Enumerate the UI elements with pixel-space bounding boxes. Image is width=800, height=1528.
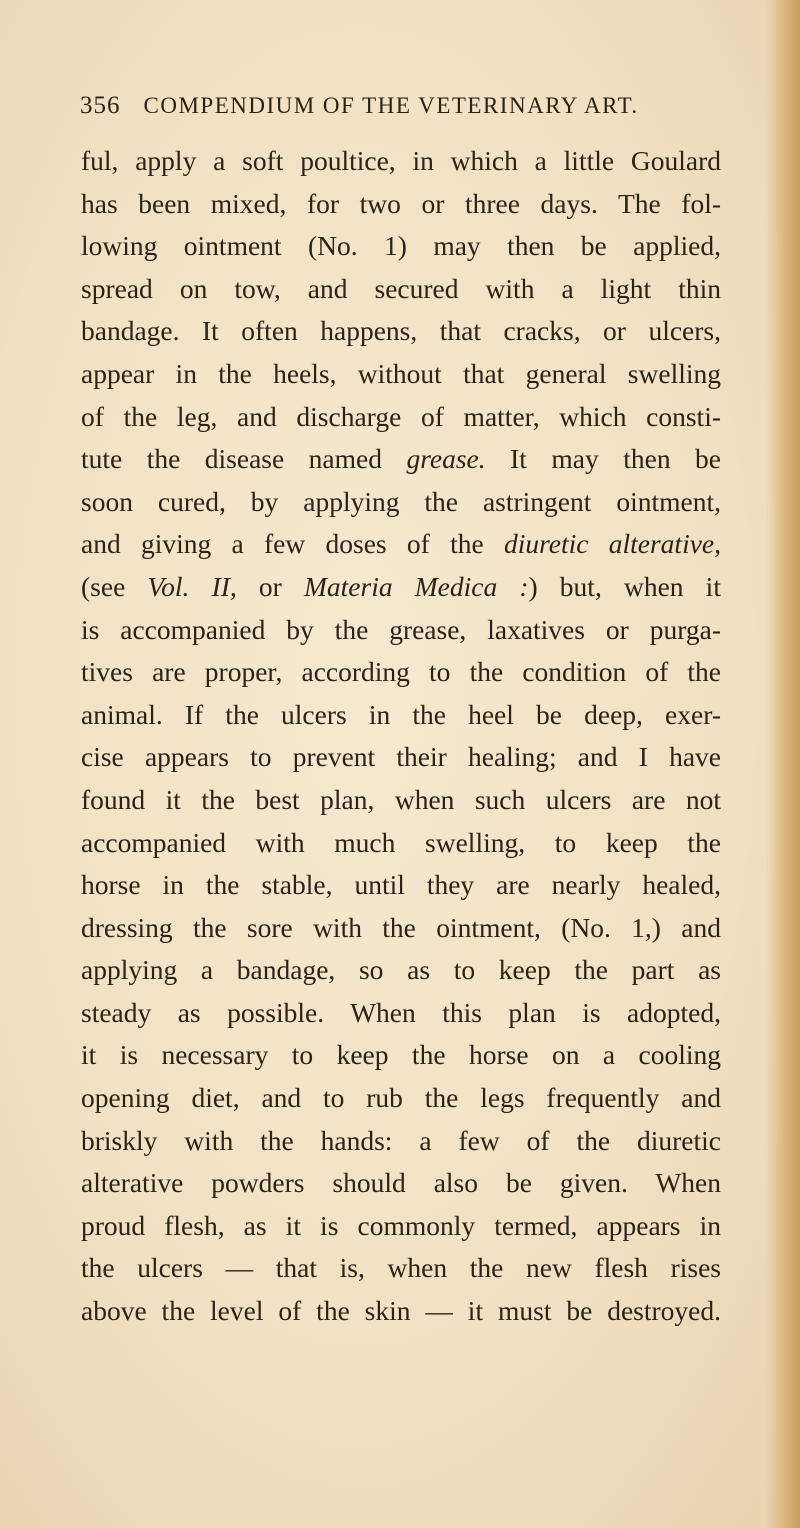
text-line: [81, 438, 721, 481]
body-text: [81, 140, 721, 1333]
text-line: [81, 1034, 721, 1077]
text-line: [81, 651, 721, 694]
text-line: [81, 1290, 721, 1333]
text-line: [81, 1120, 721, 1163]
text-segment: cise appears to prevent their healing; and I have: [81, 741, 721, 773]
text-segment: alterative powders should also be given. When: [81, 1167, 721, 1199]
italic-text: Materia Medica :: [303, 570, 529, 602]
text-line: [81, 481, 721, 524]
text-segment: above the level of the skin — it must be destroyed.: [81, 1295, 721, 1327]
text-line: [81, 992, 721, 1035]
text-line: [81, 353, 721, 396]
text-segment: ) but, when it: [528, 570, 721, 602]
text-line: [81, 949, 721, 992]
text-line: [81, 1247, 721, 1290]
text-segment: briskly with the hands: a few of the diuretic: [81, 1124, 721, 1156]
text-segment: appear in the heels, without that general swelling: [81, 357, 721, 389]
text-line: [81, 566, 721, 609]
text-line: [81, 736, 721, 779]
text-segment: found it the best plan, when such ulcers are not: [81, 783, 721, 815]
text-segment: steady as possible. When this plan is adopted,: [81, 996, 721, 1028]
italic-text: Vol. II,: [147, 570, 237, 602]
page-edge-shadow: [766, 0, 800, 1528]
text-line: [81, 822, 721, 865]
text-segment: and giving a few doses of the: [81, 528, 504, 560]
running-header: [80, 92, 720, 132]
text-segment: (see: [81, 570, 148, 602]
text-line: [81, 864, 721, 907]
text-segment: it is necessary to keep the horse on a cooling: [81, 1039, 721, 1071]
italic-text: diuretic alterative,: [503, 528, 721, 560]
text-line: [81, 694, 721, 737]
text-line: [81, 1205, 721, 1248]
text-segment: dressing the sore with the ointment, (No. 1,) and: [81, 911, 721, 943]
text-segment: has been mixed, for two or three days. The fol-: [81, 187, 721, 219]
text-segment: soon cured, by applying the astringent ointment,: [81, 485, 721, 517]
text-line: [81, 183, 721, 226]
text-segment: is accompanied by the grease, laxatives or purga-: [81, 613, 721, 645]
text-segment: spread on tow, and secured with a light thin: [81, 272, 721, 304]
text-segment: tute the disease named: [81, 443, 407, 475]
text-segment: proud flesh, as it is commonly termed, appears in: [81, 1209, 721, 1241]
text-line: [81, 140, 721, 183]
text-segment: applying a bandage, so as to keep the part as: [81, 954, 721, 986]
text-line: [81, 523, 721, 566]
text-line: [81, 609, 721, 652]
text-line: [81, 396, 721, 439]
text-segment: animal. If the ulcers in the heel be deep, exer-: [81, 698, 721, 730]
text-line: [81, 779, 721, 822]
text-segment: tives are proper, according to the condition of the: [81, 656, 721, 688]
text-line: [81, 907, 721, 950]
text-line: [81, 310, 721, 353]
text-line: [81, 1162, 721, 1205]
text-segment: accompanied with much swelling, to keep the: [81, 826, 721, 858]
italic-text: grease.: [406, 443, 486, 475]
text-segment: It may then be: [485, 443, 722, 475]
text-segment: the ulcers — that is, when the new flesh rises: [81, 1252, 721, 1284]
text-line: [81, 1077, 721, 1120]
text-segment: bandage. It often happens, that cracks, or ulcers,: [81, 315, 721, 347]
text-segment: or: [236, 570, 304, 602]
text-segment: ful, apply a soft poultice, in which a little Goulard: [81, 145, 721, 176]
running-title: COMPENDIUM OF THE VETERINARY ART.: [143, 93, 639, 118]
text-line: [81, 268, 721, 311]
text-segment: opening diet, and to rub the legs frequently and: [81, 1082, 721, 1114]
text-segment: lowing ointment (No. 1) may then be applied,: [81, 230, 721, 262]
text-segment: horse in the stable, until they are nearly healed,: [81, 869, 721, 901]
page-number: 356: [80, 92, 121, 119]
text-line: [81, 225, 721, 268]
text-segment: of the leg, and discharge of matter, which consti-: [81, 400, 721, 432]
